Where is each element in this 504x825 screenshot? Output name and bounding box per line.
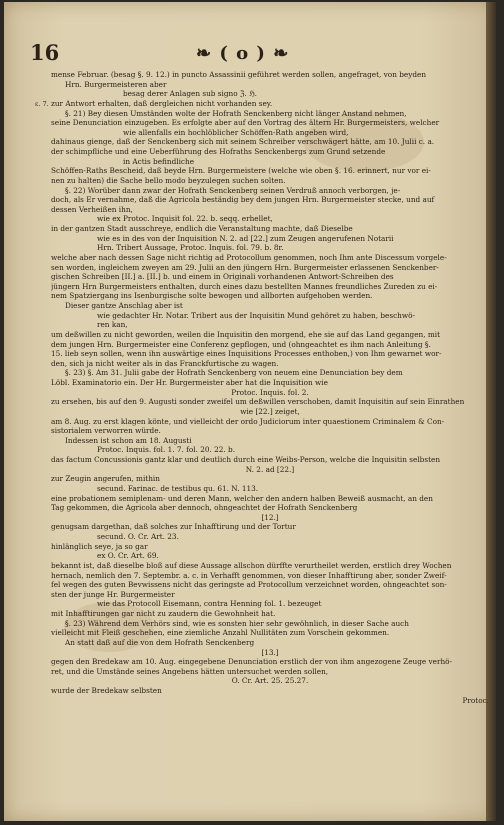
document-body <box>51 70 489 705</box>
text-line: N. 2. ad [22.] <box>245 464 295 474</box>
text-line: doch, als Er vernahme, daß die Agricola beständig bey dem jungen Hrn. Burgermeister stecke, und auf <box>51 195 435 205</box>
text-line: bekannt ist, daß dieselbe bloß auf diese Aussage allschon dürffte verurtheilet werden, erstlich drey Wochen <box>51 560 452 570</box>
text-line: Hrn. Tribert Aussage, Protoc. Inquis. fol. 79. b. 8r. <box>97 243 284 253</box>
text-line: secund. O. Cr. Art. 23. <box>97 532 179 541</box>
text-line: vielleicht mit Fleiß geschehen, eine ziemliche Anzahl Nullitäten zum Vorschein gekommen. <box>51 628 390 638</box>
text-line: sen worden, ingleichem zweyen am 29. Julii an den jüngern Hrn. Burgermeister erlassenen Senckenber- <box>51 262 439 272</box>
text-line: [12.] <box>261 512 279 522</box>
text-line: eine probationem semiplenam- und deren Mann, welcher den andern halben Beweiß ausmacht, an den <box>51 493 433 503</box>
text-line: ren kan, <box>97 320 128 330</box>
text-line: fel wegen des guten Bevwissens nicht das geringste ad Protocollum verzeichnet worden, ohngeachtet son- <box>51 580 447 590</box>
text-line: wie gedachter Hr. Notar. Tribert aus der Inquisitin Mund gehöret zu haben, beschwö- <box>97 310 415 320</box>
page-number: 16 <box>30 40 60 65</box>
text-line: secund. Farinac. de testibus qu. 61. N. 113. <box>97 483 259 493</box>
margin-note: ε. 7. <box>35 100 49 108</box>
text-line: Tag gekommen, die Agricola aber dennoch, ohngeachtet der Hofrath Senckenberg <box>51 503 358 513</box>
document-page <box>4 2 496 821</box>
text-line: wie das Protocoll Eisemann, contra Henning fol. 1. bezeuget <box>97 599 322 609</box>
text-line: §. 23) Während dem Verhörs sind, wie es sonsten hier sehr gewöhnlich, in dieser Sache auch <box>65 618 409 628</box>
text-line: ret, und die Umstände seines Angebens hätten untersuchet werden sollen, <box>51 666 329 676</box>
text-line: §. 21) Bey diesen Umständen wolte der Hofrath Senckenberg nicht länger Anstand nehmen, <box>65 108 407 118</box>
text-line: §. 23) §. Am 31. Julii gabe der Hofrath Senckenberg von neuem eine Denunciation bey dem <box>65 368 403 378</box>
text-line: Protoc. <box>462 695 489 705</box>
text-line: Dieser gantze Anschlag aber ist <box>65 301 183 310</box>
text-line: zur Zeugin angerufen, mithin <box>51 474 160 484</box>
text-line: das factum Concussionis gantz klar und deutlich durch eine Weibs-Person, welche die Inquisitin selbsten <box>51 455 441 464</box>
text-line: 15. lieb seyn sollen, wenn ihn auswärtige eines Inquisitions Processes enthoben,) von Ihm gewarnet wor- <box>51 349 442 359</box>
text-line: Indessen ist schon am 18. Augusti <box>65 435 192 445</box>
text-line: ex O. Cr. Art. 69. <box>97 551 159 561</box>
text-line: O. Cr. Art. 25. 25.27. <box>231 676 309 686</box>
text-line: nem Spatziergang ins Isenburgische solte bewogen und allborten aufgehoben werden. <box>51 291 373 301</box>
text-line: am 8. Aug. zu erst klagen könte, und vielleicht der ordo Judiciorum inter quaestionem Criminalem & Con- <box>51 416 445 426</box>
text-line: wie allenfalls ein hochlöblicher Schöffen-Rath angeben wird, <box>123 127 349 137</box>
text-line: Protoc. Inquis. fol. 2. <box>231 387 309 397</box>
text-line: dem jungen Hrn. Burgermeister eine Conferenz gepflogen, und (ohngeachtet es ihm nach Anleitung §. <box>51 339 431 349</box>
text-line: wurde der Bredekaw selbsten <box>51 686 162 695</box>
text-line: dessen Verheißen ihn, <box>51 204 133 214</box>
text-line: in Actis befindliche <box>123 156 195 166</box>
header-ornament: ❧ ( o ) ❧ <box>196 43 290 64</box>
text-line: An statt daß auf die von dem Hofrath Senckenberg <box>65 637 255 647</box>
text-line: nen zu halten) die Sache bello modo beyzulegen suchen solten. <box>51 175 286 185</box>
text-line: wie ex Protoc. Inquisit fol. 22. b. seqq. erhellet, <box>97 214 273 224</box>
text-line: seine Denunciation einzugeben. Es erfolgte aber auf den Vortrag des ältern Hr. Burgermeisters, welcher <box>51 118 440 128</box>
page-header <box>4 42 496 68</box>
text-line: den, sich ja nicht weiter als in das Franckfurtische zu wagen. <box>51 358 279 368</box>
text-line: jüngern Hrn Burgermeisters enthalten, durch eines dazu bestellten Mannes freundliches Zureden zu ei- <box>51 281 438 291</box>
text-line: in der gantzen Stadt ausschreye, endlich die Veranstaltung machte, daß Dieselbe <box>51 224 353 233</box>
text-line: dahinaus gienge, daß der Senckenberg sich mit seinem Schreiber verschwägert hätte, am 10. Julii c. a. <box>51 137 435 147</box>
text-line: welche aber nach dessen Sage nicht richtig ad Protocollum genommen, noch Ihm ante Discessum vorgele- <box>51 252 447 262</box>
text-line: hernach, nemlich den 7. Septembr. a. c. in Verhafft genommen, von dieser Inhafftirung aber, sonder Zweif- <box>51 570 447 580</box>
text-line: sten der junge Hr. Burgermeister <box>51 589 175 599</box>
text-line: wie [22.] zeiget, <box>240 406 300 416</box>
text-line: mit Inhafftirungen gar nicht zu zaudern die Gewohnheit hat. <box>51 609 276 618</box>
text-line: hinlänglich seye, ja so gar <box>51 541 148 551</box>
text-line: Schöffen-Raths Bescheid, daß beyde Hrn. Burgermeistere (welche wie oben §. 16. erinnert, nur vor ei- <box>51 166 431 176</box>
text-line: zur Antwort erhalten, daß dergleichen nicht vorhanden sey. <box>51 98 273 108</box>
text-line: besag derer Anlagen sub signo ℨ. ℌ. <box>123 89 257 99</box>
text-line: Hrn. Burgermeisteren aber <box>65 79 167 89</box>
text-line: um deßwillen zu nicht geworden, weilen die Inquisitin den morgend, ehe sie auf das Land gegangen, mit <box>51 329 441 339</box>
text-line: zu ersehen, bis auf den 9. Augusti sonder zweifel um deßwillen verschoben, damit Inquisitin auf sein Einrathen <box>51 397 465 407</box>
text-line: der schimpfliche und eine Ueberführung des Hofraths Senckenbergs zum Grund setzende <box>51 147 386 156</box>
text-line: Löbl. Examinatorio ein. Der Hr. Burgermeister aber hat die Inquisition wie <box>51 378 328 387</box>
text-line: wie es in des von der Inquisition N. 2. ad [22.] zum Zeugen angerufenen Notarii <box>97 233 394 243</box>
text-line: [13.] <box>261 647 279 657</box>
text-line: mense Februar. (besag §. 9. 12.) in puncto Assassinii geführet werden sollen, angefraget, von beyden <box>51 70 427 79</box>
text-line: §. 22) Worüber dann zwar der Hofrath Senckenberg seinen Verdruß annoch verborgen, je- <box>65 185 401 195</box>
text-line: gischen Schreiben [II.] a. [II.] b. und einem in Originali vorhandenen Antwort-Schreiben des <box>51 272 394 282</box>
text-line: gegen den Bredekaw am 10. Aug. eingegebene Denunciation erstlich der von ihm angezogene Zeuge verhö- <box>51 657 453 667</box>
text-line: Protoc. Inquis. fol. 1. 7. fol. 20. 22. b. <box>97 445 236 455</box>
text-line: sistorialem verworren würde. <box>51 426 161 436</box>
text-line: genugsam dargethan, daß solches zur Inhafftirung und der Tortur <box>51 522 296 532</box>
